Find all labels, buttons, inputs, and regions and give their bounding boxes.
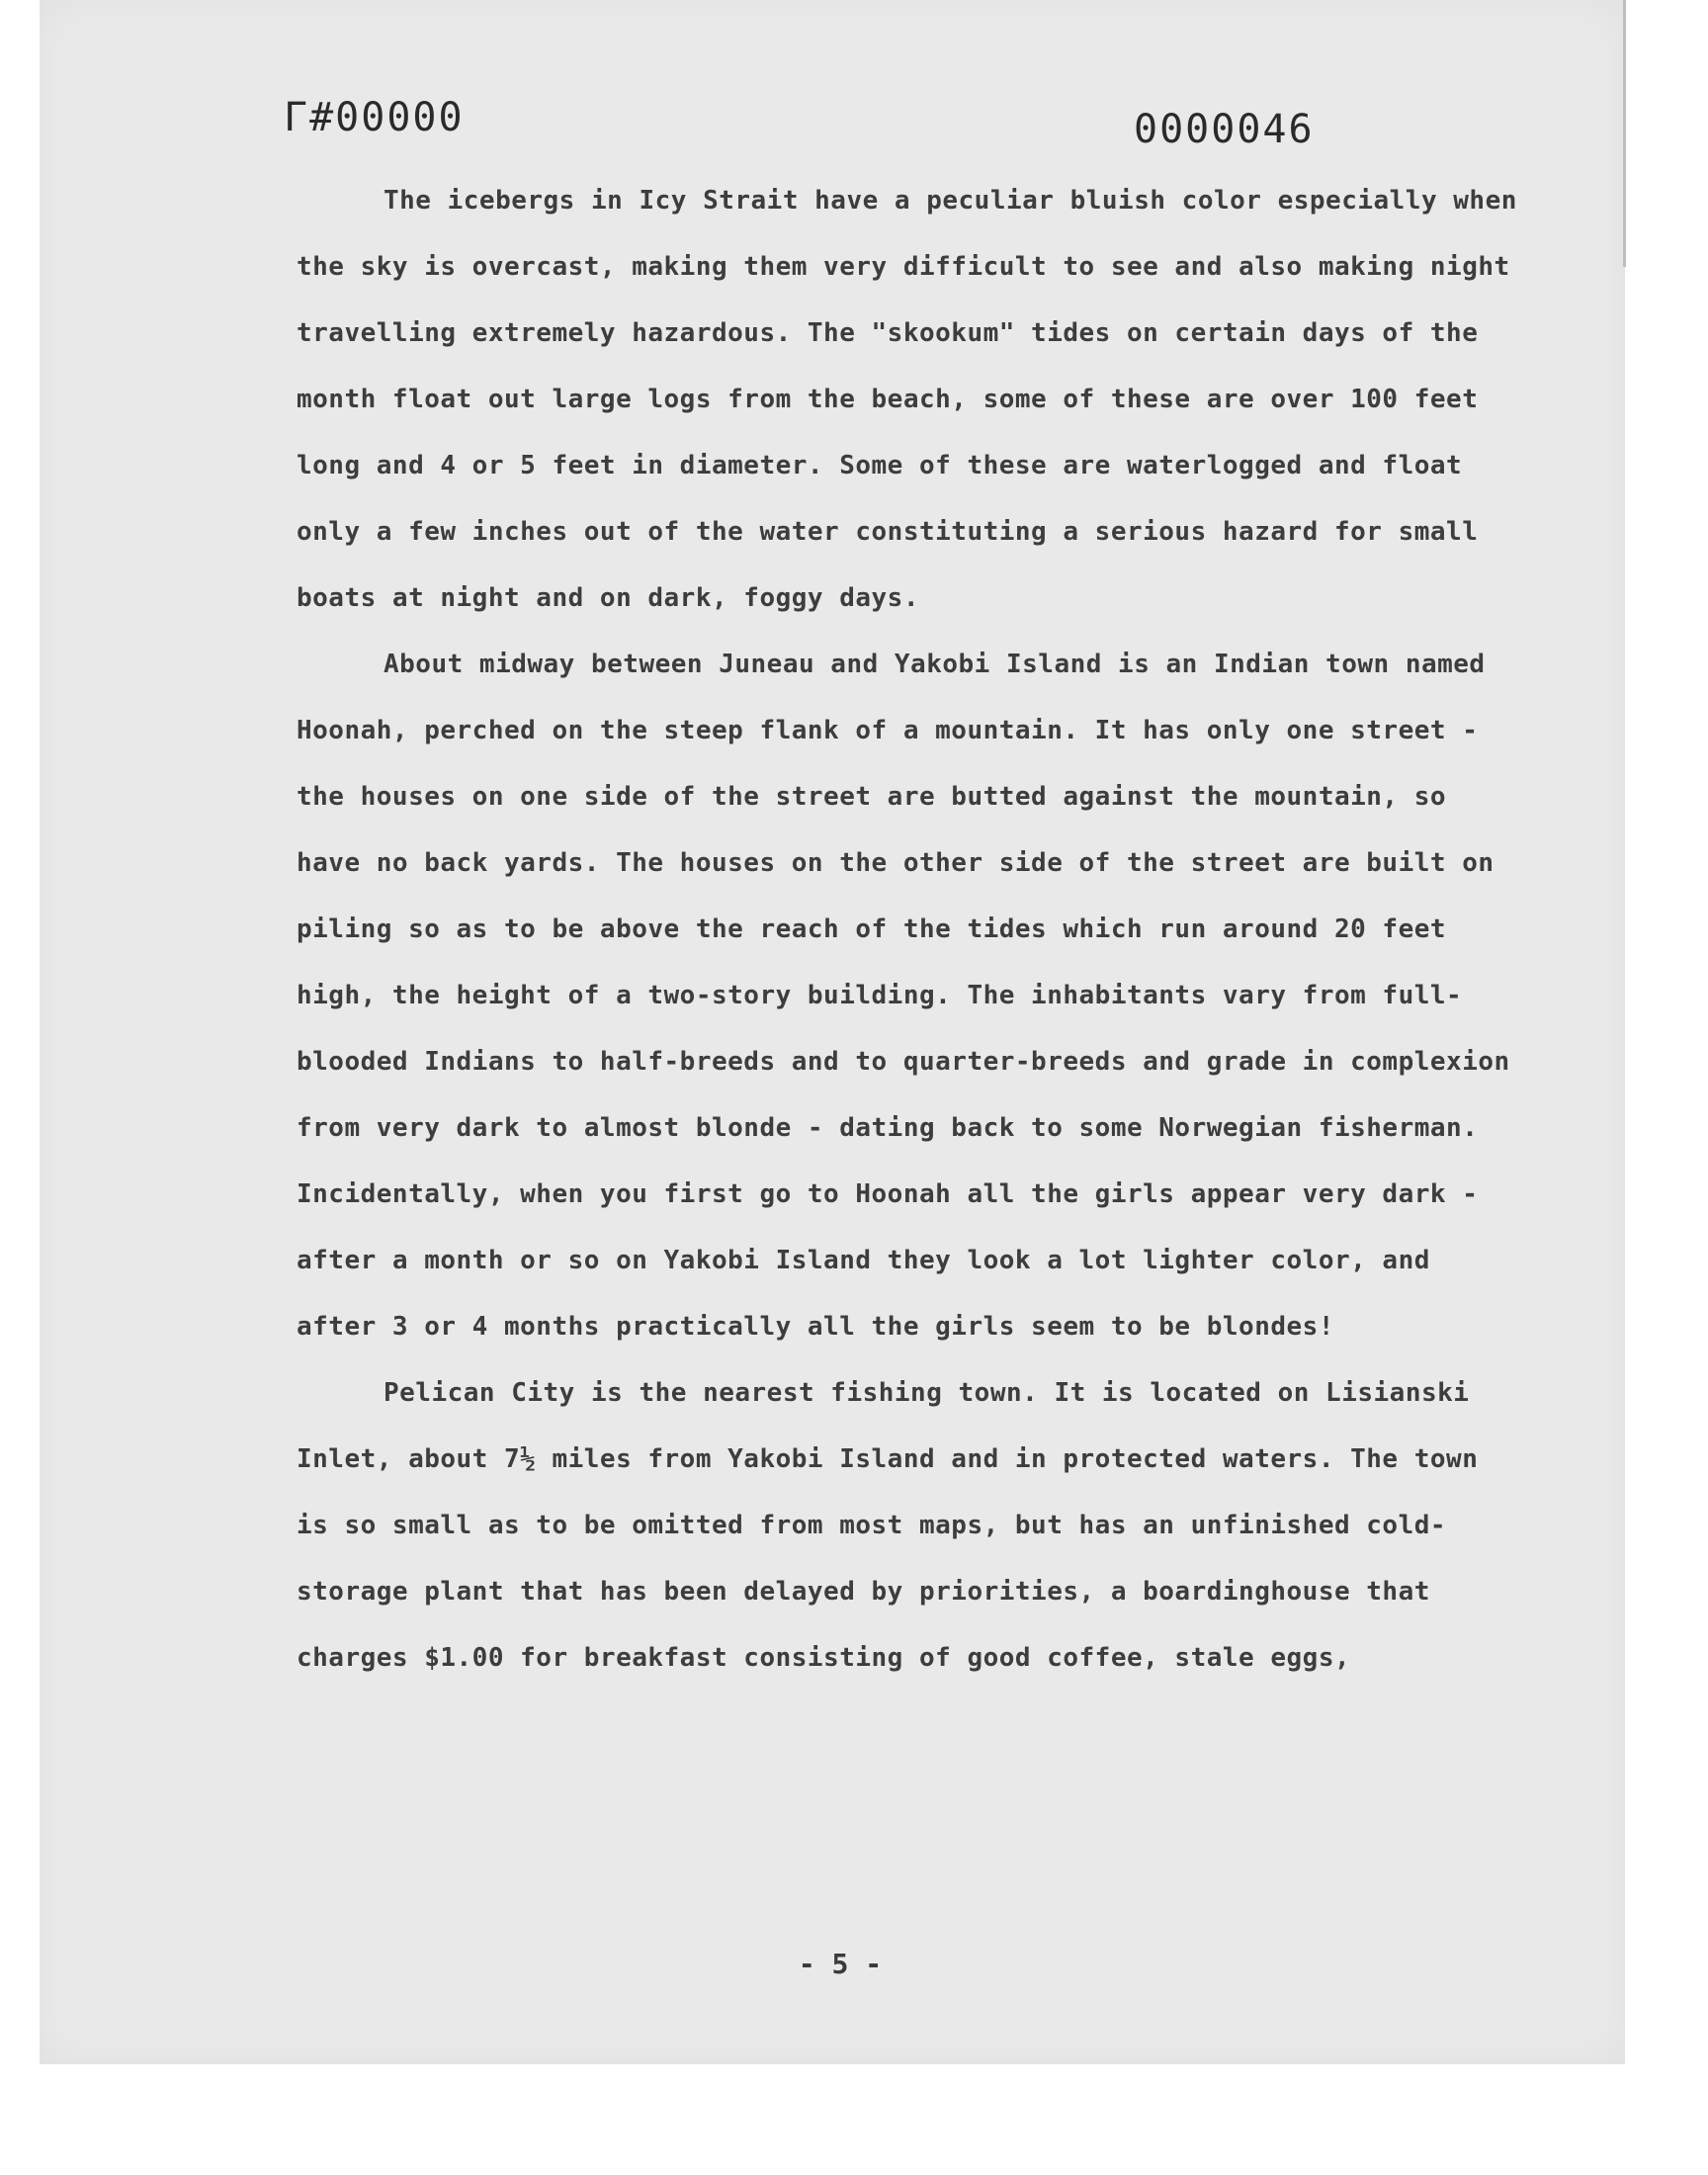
page-edge-line <box>1623 0 1626 267</box>
document-body <box>297 168 1522 1692</box>
document-reference-left: Γ#00000 <box>284 95 465 140</box>
page-number: - 5 - <box>798 1948 883 1980</box>
paragraph-hoonah: About midway between Juneau and Yakobi Island is an Indian town named Hoonah, perched on the steep flank of a mountain. It has only one street - the houses on one side of the street are butted against the mountain, so have no back yards. The houses on the other side of the street are built on piling so as to be above the reach of the tides which run around 20 feet high, the height of a two-story building. The inhabitants vary from full-blooded Indians to half-breeds and to quarter-breeds and grade in complexion from very dark to almost blonde - dating back to some Norwegian fisherman. Incidentally, when you first go to Hoonah all the girls appear very dark - after a month or so on Yakobi Island they look a lot lighter color, and after 3 or 4 months practically all the girls seem to be blondes! <box>297 650 1510 1342</box>
paragraph-icebergs: The icebergs in Icy Strait have a peculiar bluish color especially when the sky is overcast, making them very difficult to see and also making night travelling extremely hazardous. The "skookum" tides on certain days of the month float out large logs from the beach, some of these are over 100 feet long and 4 or 5 feet in diameter. Some of these are waterlogged and float only a few inches out of the water constituting a serious hazard for small boats at night and on dark, foggy days. <box>297 186 1517 613</box>
paragraph-pelican-city: Pelican City is the nearest fishing town. It is located on Lisianski Inlet, about 7½ miles from Yakobi Island and in protected waters. The town is so small as to be omitted from most maps, but has an unfinished cold-storage plant that has been delayed by priorities, a boardinghouse that charges $1.00 for breakfast consisting of good coffee, stale eggs, <box>297 1378 1479 1673</box>
document-reference-right: 0000046 <box>1134 107 1315 152</box>
